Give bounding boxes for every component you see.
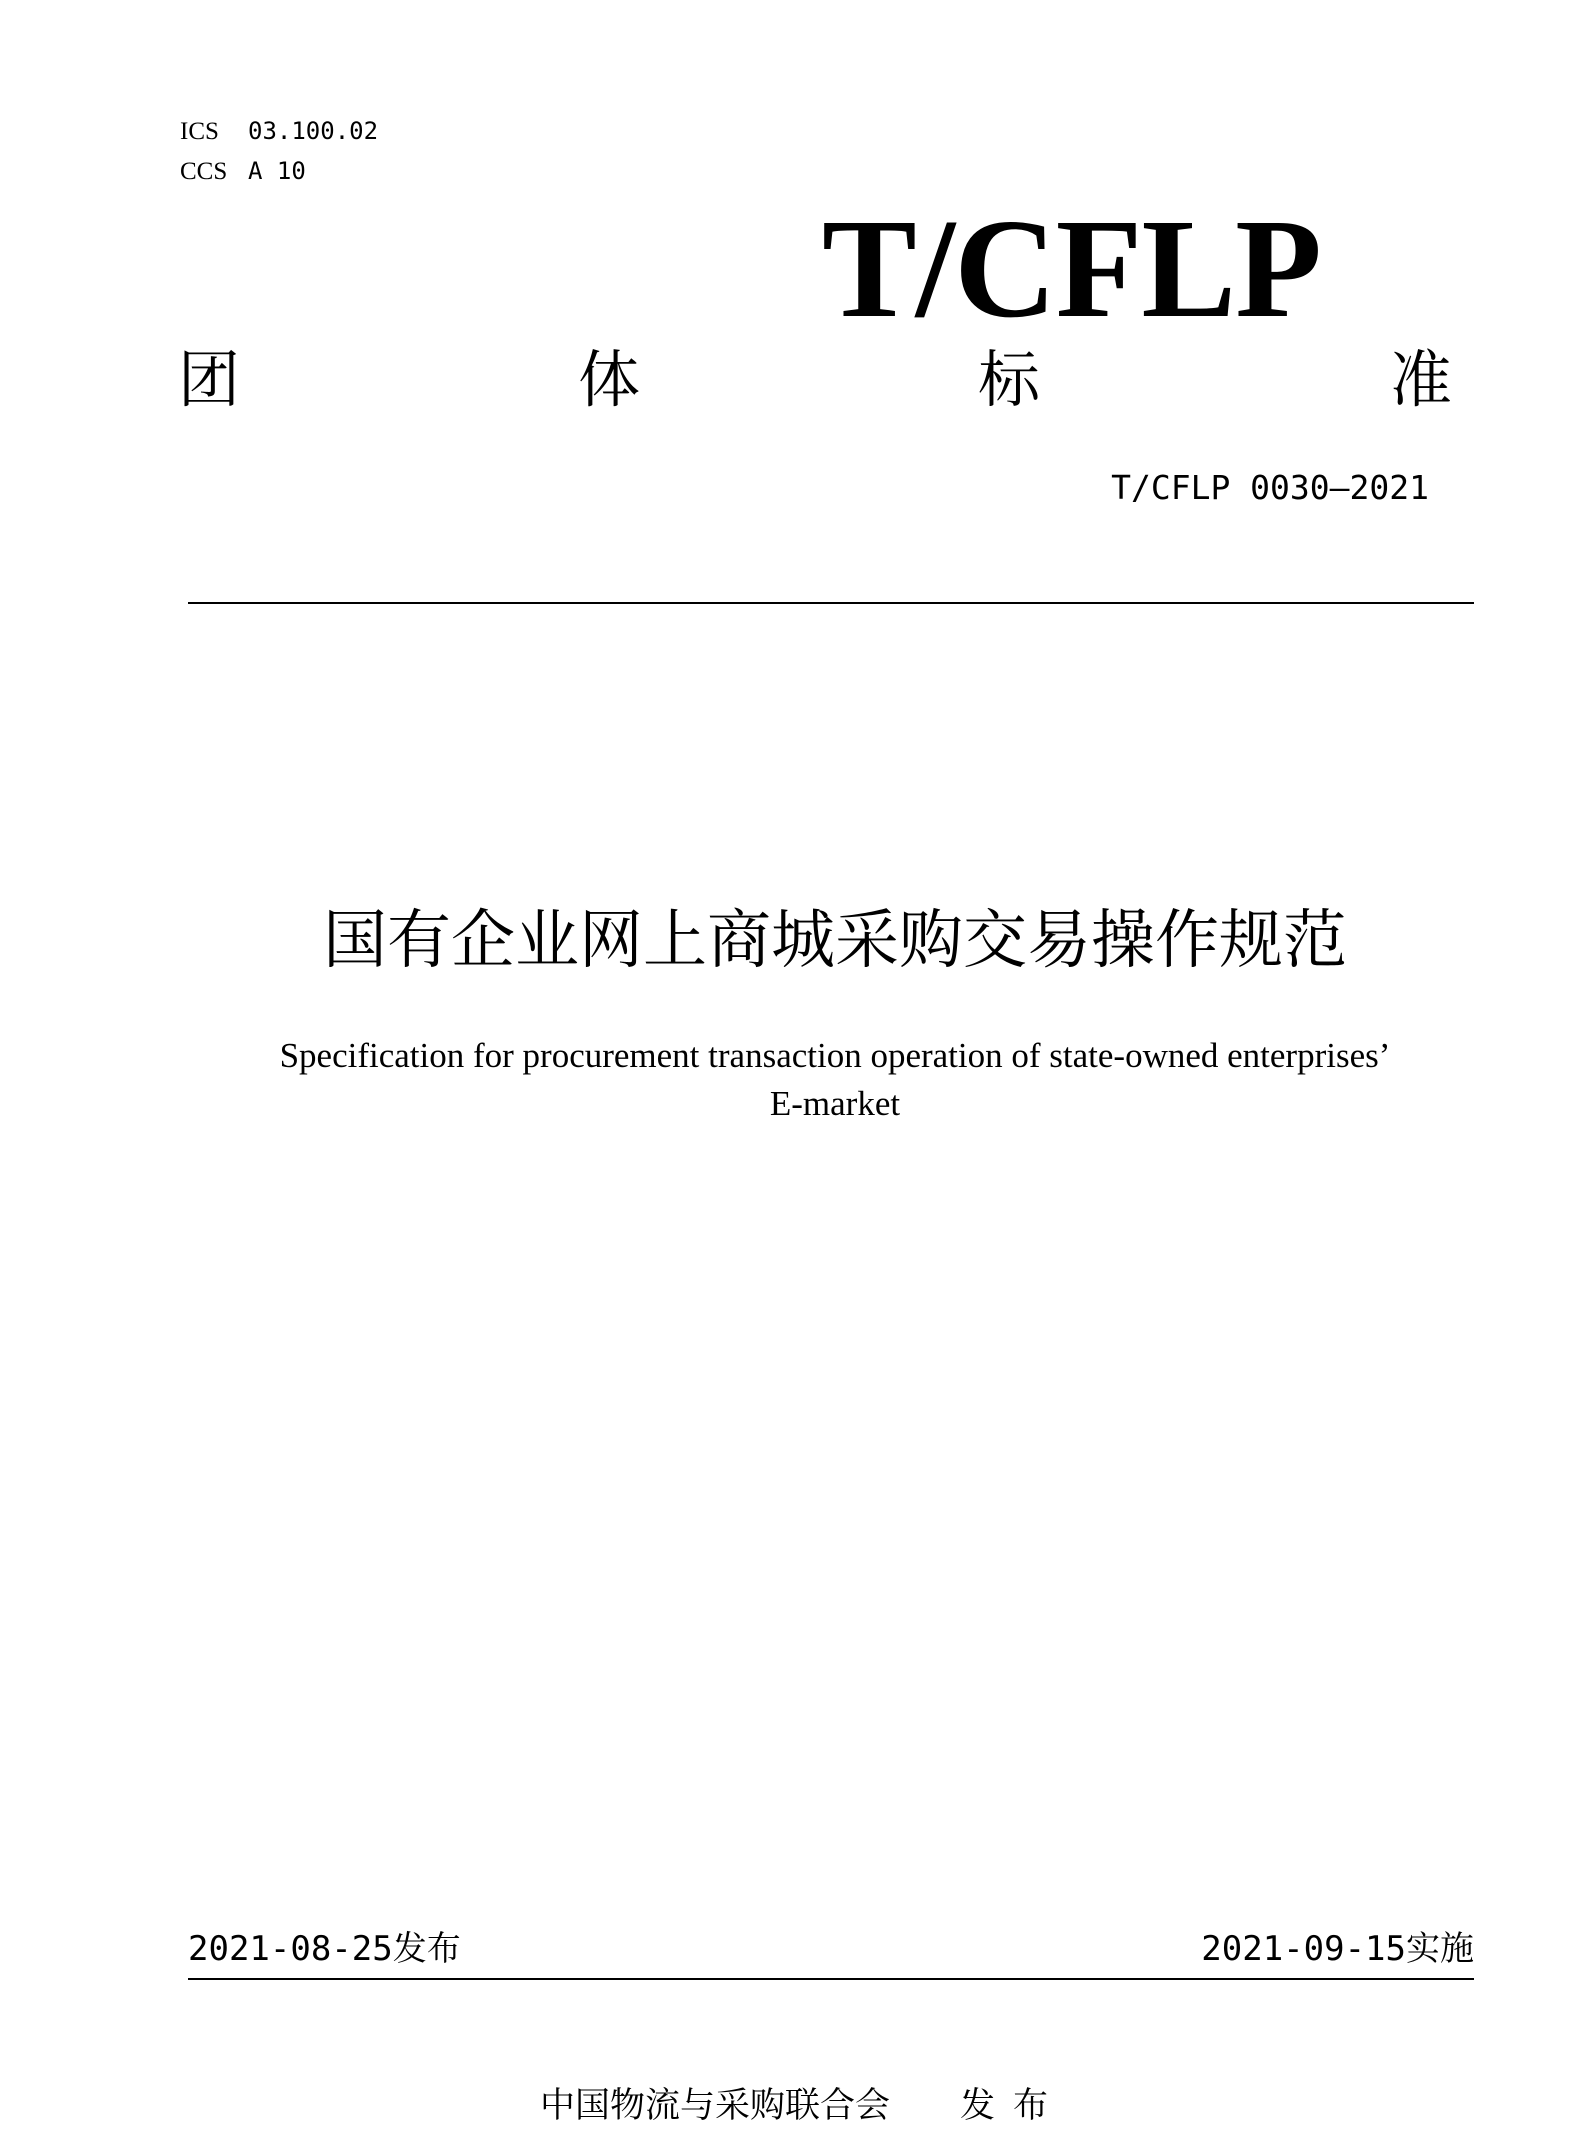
date-row [188, 1924, 1474, 1974]
implement-date [1201, 1924, 1474, 1974]
publish-date-value: 2021-08-25 [188, 1929, 393, 1969]
implement-label: 实施 [1406, 1929, 1474, 1969]
standard-number: T/CFLP 0030—2021 [1111, 468, 1429, 507]
ccs-value: A 10 [248, 157, 306, 185]
english-title [0, 1032, 1587, 1128]
standard-type-heading [178, 340, 1458, 420]
issuer [540, 2082, 1066, 2130]
english-title-line-1: Specification for procurement transaction operation of state-owned enterprises’ [279, 1036, 1391, 1075]
ics-value: 03.100.02 [248, 117, 379, 145]
english-title-line-2: E-market [769, 1084, 901, 1123]
publish-date [188, 1924, 461, 1974]
standard-type-char: 准 [1390, 343, 1453, 416]
standard-type-char: 团 [178, 343, 241, 416]
ccs-label: CCS [180, 158, 228, 185]
issuer-name: 中国物流与采购联合会 [540, 2086, 891, 2126]
ics-code [180, 116, 378, 147]
bottom-divider [188, 1978, 1474, 1980]
ccs-code [180, 156, 306, 187]
standard-type-char: 标 [978, 343, 1041, 416]
issuer-action: 发布 [960, 2086, 1067, 2126]
standard-type-char: 体 [578, 343, 641, 416]
ics-label: ICS [180, 118, 219, 145]
chinese-title: 国有企业网上商城采购交易操作规范 [323, 904, 1347, 978]
implement-date-value: 2021-09-15 [1201, 1929, 1406, 1969]
standard-logo: T/CFLP [822, 189, 1321, 347]
publish-label: 发布 [392, 1929, 461, 1969]
top-divider [188, 602, 1474, 604]
